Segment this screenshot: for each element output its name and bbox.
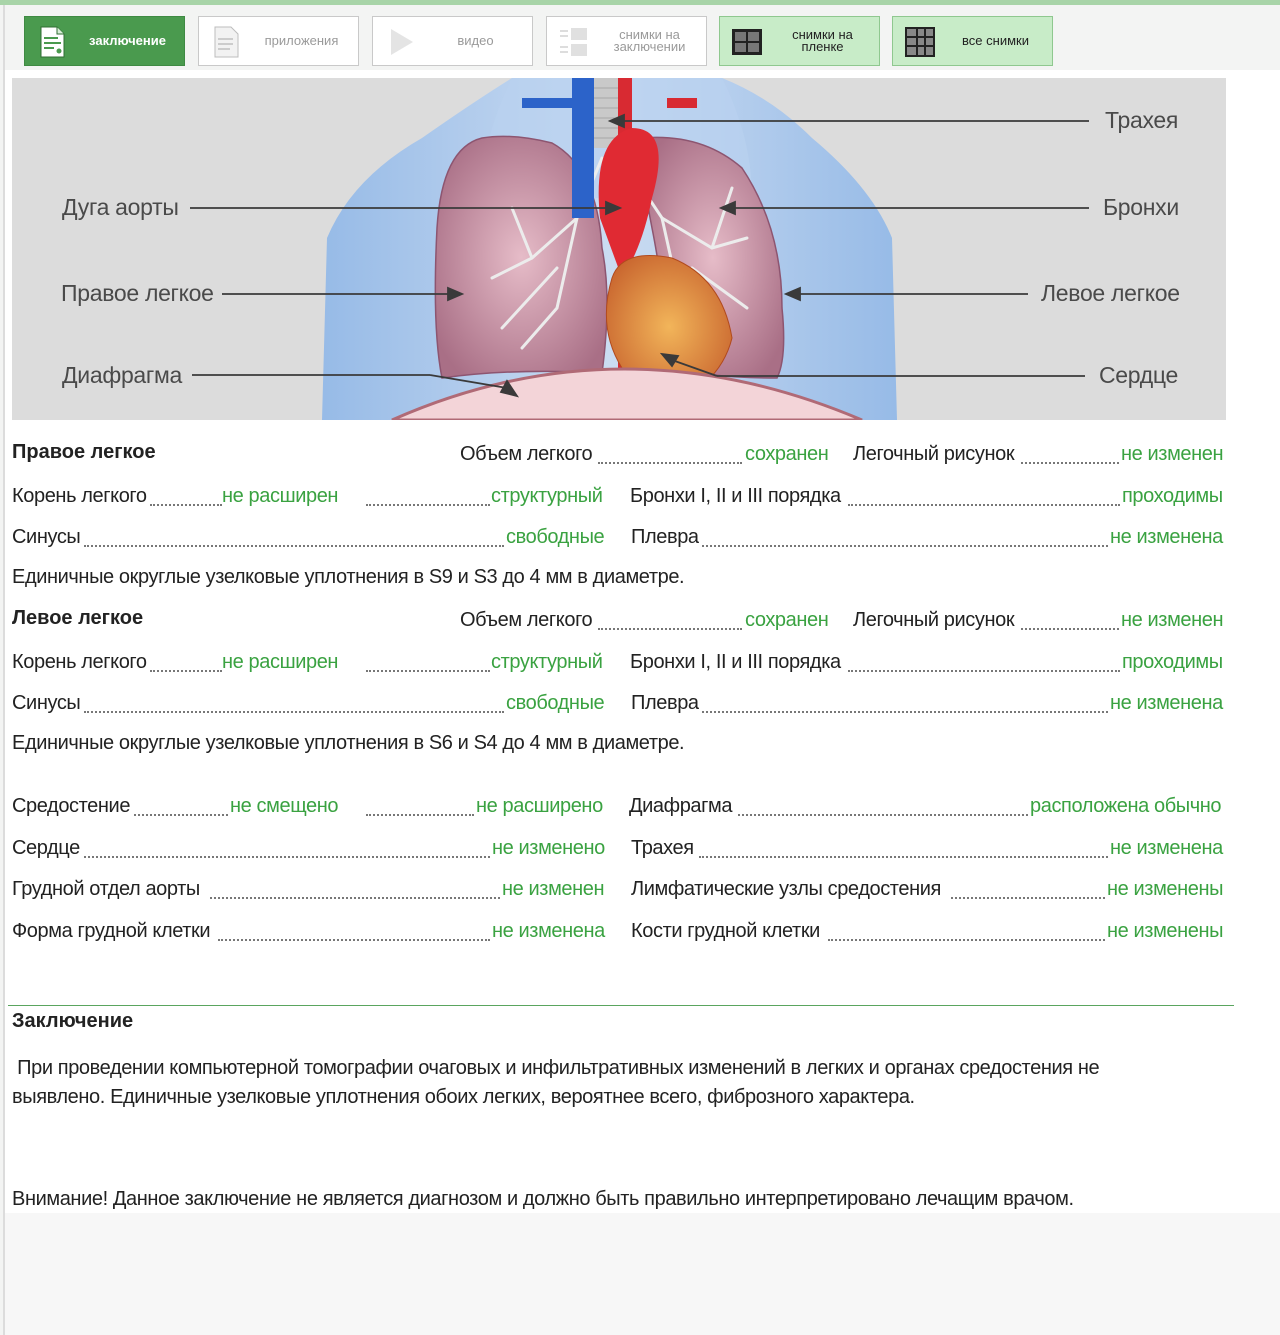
dot-leader — [366, 670, 490, 672]
rl-bronchi-value: проходимы — [1122, 485, 1223, 507]
ll-sinus-label: Синусы — [12, 692, 81, 714]
dot-leader — [738, 814, 1028, 816]
dot-leader — [134, 814, 228, 816]
dot-leader — [84, 711, 504, 713]
ll-pleura-value: не изменена — [1110, 692, 1223, 714]
aorta-label: Грудной отдел аорты — [12, 878, 200, 900]
tab-film-images-label: снимки на пленке — [792, 27, 853, 54]
top-accent-line — [0, 0, 1280, 5]
conclusion-text-line1: При проведении компьютерной томографии очаговых и инфильтративных изменений в легких и органах средостения не — [12, 1057, 1100, 1079]
dot-leader — [702, 711, 1108, 713]
ll-volume-value: сохранен — [745, 609, 829, 631]
tab-conclusion[interactable] — [24, 16, 185, 66]
ll-pleura-label: Плевра — [631, 692, 699, 714]
bones-label: Кости грудной клетки — [631, 920, 820, 942]
tab-images-on-report[interactable] — [546, 16, 707, 66]
dot-leader — [699, 856, 1108, 858]
dot-leader — [150, 504, 222, 506]
trachea-value: не изменена — [1110, 837, 1223, 859]
rl-pleura-value: не изменена — [1110, 526, 1223, 548]
dot-leader — [848, 504, 1120, 506]
ll-root-label: Корень легкого — [12, 651, 147, 673]
rl-note: Единичные округлые узелковые уплотнения в S9 и S3 до 4 мм в диаметре. — [12, 566, 685, 588]
dot-leader — [84, 856, 490, 858]
tab-images-on-report-label: снимки на заключении — [613, 27, 686, 54]
trachea-label: Трахея — [631, 837, 694, 859]
empty-area — [5, 1213, 1280, 1335]
rl-sinus-label: Синусы — [12, 526, 81, 548]
rl-root-value: не расширен — [222, 485, 339, 507]
ll-bronchi-label: Бронхи I, II и III порядка — [630, 651, 841, 673]
conclusion-text-line2: выявлено. Единичные узелковые уплотнения обоих легких, вероятнее всего, фиброзного характера. — [12, 1086, 915, 1108]
ll-note: Единичные округлые узелковые уплотнения в S6 и S4 до 4 мм в диаметре. — [12, 732, 685, 754]
dot-leader — [1021, 628, 1119, 630]
ll-pattern-label: Легочный рисунок — [853, 609, 1015, 631]
dot-leader — [598, 462, 742, 464]
diaphragm-label: Диафрагма — [629, 795, 733, 817]
ll-bronchi-value: проходимы — [1122, 651, 1223, 673]
lymph-value: не изменены — [1107, 878, 1224, 900]
dot-leader — [366, 504, 490, 506]
right-lung-heading: Правое легкое — [12, 441, 156, 463]
rl-pleura-label: Плевра — [631, 526, 699, 548]
label-bronchi: Бронхи — [1103, 194, 1179, 220]
ll-volume-label: Объем легкого — [460, 609, 593, 631]
rl-volume-label: Объем легкого — [460, 443, 593, 465]
warning-text: Внимание! Данное заключение не является диагнозом и должно быть правильно интерпретировано лечащим врачом. — [12, 1188, 1074, 1210]
dot-leader — [366, 814, 474, 816]
rl-pattern-value: не изменен — [1121, 443, 1224, 465]
chest-shape-value: не изменена — [492, 920, 605, 942]
tab-conclusion-label: заключение — [89, 33, 166, 48]
ll-root-value2: структурный — [491, 651, 603, 673]
ll-pattern-value: не изменен — [1121, 609, 1224, 631]
tab-all-images[interactable] — [892, 16, 1053, 66]
leader-lines — [12, 78, 1226, 420]
file-icon — [209, 25, 243, 59]
dot-leader — [828, 939, 1105, 941]
lungs-anatomy-diagram — [12, 78, 1226, 420]
dot-leader — [951, 897, 1105, 899]
label-aortic-arch: Дуга аорты — [62, 194, 179, 220]
film-images-icon — [730, 25, 764, 59]
dot-leader — [702, 545, 1108, 547]
label-right-lung: Правое легкое — [61, 280, 214, 306]
lymph-label: Лимфатические узлы средостения — [631, 878, 941, 900]
rl-bronchi-label: Бронхи I, II и III порядка — [630, 485, 841, 507]
conclusion-heading: Заключение — [12, 1010, 134, 1032]
heart-value: не изменено — [492, 837, 605, 859]
label-left-lung: Левое легкое — [1041, 280, 1180, 306]
tab-video[interactable] — [372, 16, 533, 66]
ll-sinus-value: свободные — [506, 692, 605, 714]
bones-value: не изменены — [1107, 920, 1224, 942]
label-trachea: Трахея — [1105, 107, 1179, 133]
tab-all-images-label: все снимки — [962, 33, 1029, 48]
rl-root-label: Корень легкого — [12, 485, 147, 507]
rl-root-value2: структурный — [491, 485, 603, 507]
play-icon — [383, 25, 417, 59]
diaphragm-value: расположена обычно — [1030, 795, 1222, 817]
dot-leader — [84, 545, 504, 547]
mediastinum-value: не смещено — [230, 795, 339, 817]
heart-label: Сердце — [12, 837, 80, 859]
dot-leader — [598, 628, 742, 630]
label-diaphragm: Диафрагма — [62, 362, 183, 388]
all-images-icon — [903, 25, 937, 59]
label-heart: Сердце — [1099, 362, 1178, 388]
dot-leader — [150, 670, 222, 672]
dot-leader — [218, 939, 490, 941]
left-lung-heading: Левое легкое — [12, 607, 144, 629]
mediastinum-value2: не расширено — [476, 795, 603, 817]
mediastinum-label: Средостение — [12, 795, 131, 817]
rl-sinus-value: свободные — [506, 526, 605, 548]
section-divider — [8, 1005, 1234, 1006]
tab-attachments[interactable] — [198, 16, 359, 66]
document-icon — [35, 25, 69, 59]
tab-film-images[interactable] — [719, 16, 880, 66]
dot-leader — [210, 897, 500, 899]
aorta-value: не изменен — [502, 878, 605, 900]
tab-video-label: видео — [457, 33, 494, 48]
tab-attachments-label: приложения — [264, 33, 339, 48]
dot-leader — [848, 670, 1120, 672]
ll-root-value: не расширен — [222, 651, 339, 673]
rl-pattern-label: Легочный рисунок — [853, 443, 1015, 465]
chest-shape-label: Форма грудной клетки — [12, 920, 211, 942]
rl-volume-value: сохранен — [745, 443, 829, 465]
dot-leader — [1021, 462, 1119, 464]
images-on-report-icon — [557, 25, 591, 59]
